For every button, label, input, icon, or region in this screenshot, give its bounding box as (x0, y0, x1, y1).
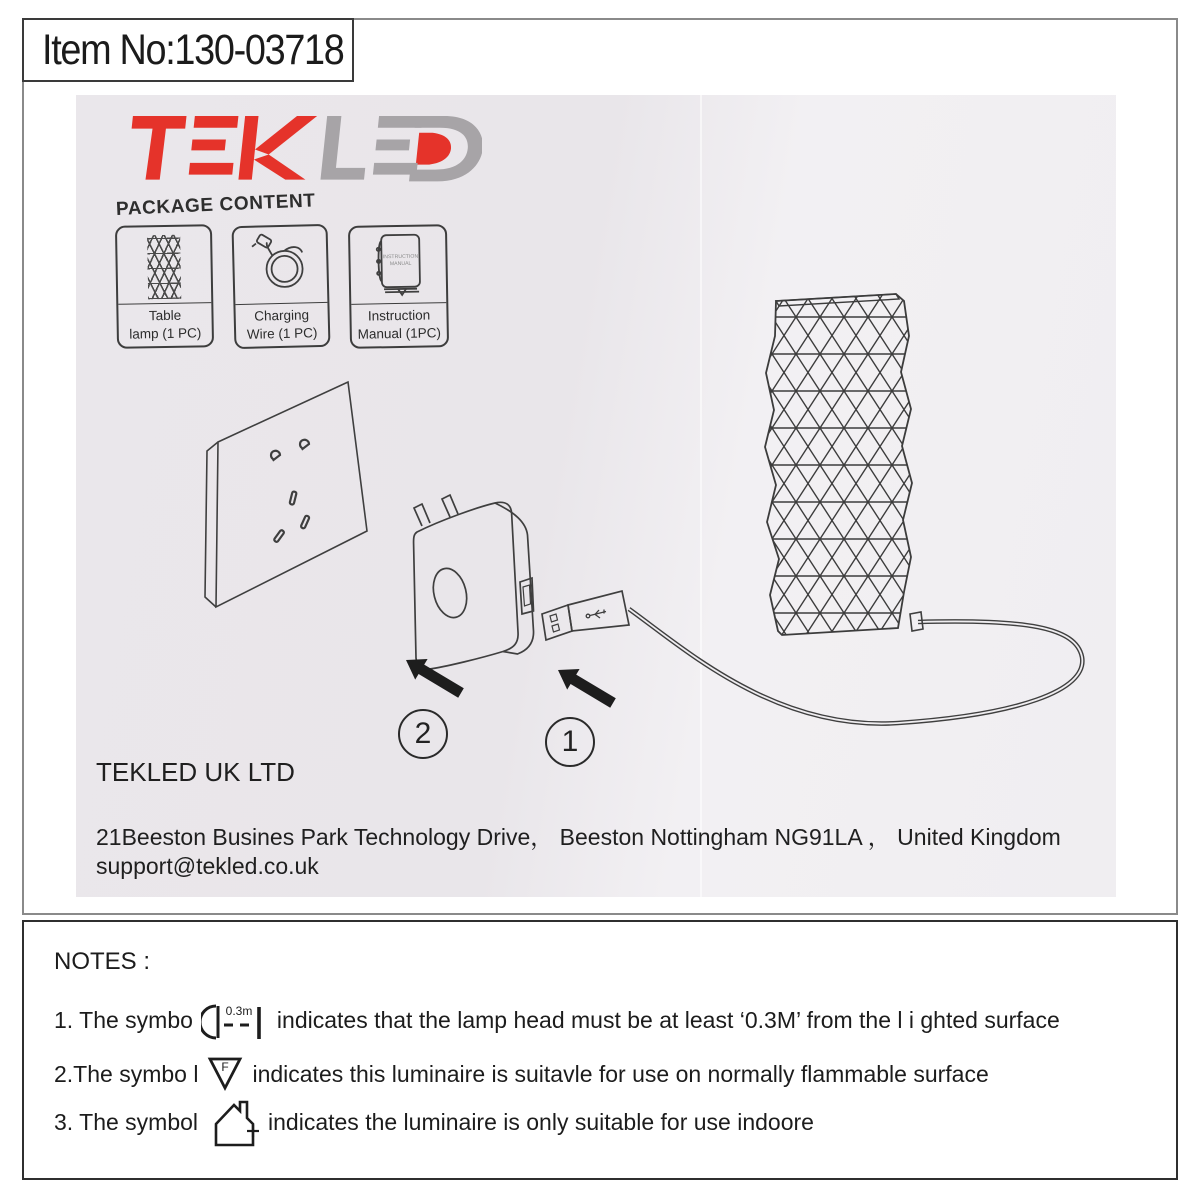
notes-heading: NOTES : (54, 948, 151, 975)
book-title-text: MANUAL (389, 260, 411, 268)
min-distance-icon (201, 997, 269, 1043)
label-line: Table (148, 308, 182, 324)
label-line: Charging (254, 307, 310, 325)
item-number-text: Item No:130-03718 (42, 25, 344, 74)
label-line: lamp (1 PC) (129, 325, 202, 342)
step-1-number: 1 (561, 725, 579, 758)
note-item-2 (54, 1050, 989, 1098)
company-name: TEKLED UK LTD (96, 757, 295, 787)
note-item-1 (54, 996, 1060, 1044)
label-line: Instruction (367, 307, 431, 324)
wall-socket-plate (205, 382, 367, 607)
step-1-badge (545, 717, 595, 767)
note-1-prefix: 1. The symbo (54, 1006, 193, 1033)
notes-panel (22, 920, 1178, 1180)
flammable-letter-text: F (221, 1060, 230, 1074)
label-line: Wire (1 PC) (246, 325, 318, 342)
flammable-surface-icon (206, 1056, 244, 1092)
indoor-use-icon (206, 1097, 260, 1147)
step-2-number: 2 (414, 717, 432, 750)
usb-charger (414, 495, 534, 669)
note-3-suffix: indicates the luminaire is only suitable for use indoore (268, 1108, 814, 1135)
step-2-badge (398, 709, 448, 759)
label-line: Manual (1PC) (357, 325, 442, 342)
package-content-heading: PACKAGE CONTENT (115, 190, 316, 220)
item-number-box (22, 18, 354, 82)
note-2-suffix: indicates this luminaire is suitavle for use on normally flammable surface (252, 1060, 989, 1087)
distance-value-text: 0.3m (225, 1004, 253, 1018)
note-1-suffix: indicates that the lamp head must be at least ‘0.3M’ from the l i ghted surface (276, 1006, 1060, 1033)
book-title-text: INSTRUCTION (382, 253, 418, 261)
arrow-step-1 (558, 669, 616, 708)
company-address: 21Beeston Busines Park Technology Drive， Beeston Nottingham NG91LA ， United Kingdom (96, 824, 1061, 850)
note-2-prefix: 2.The symbo l (54, 1060, 199, 1087)
table-lamp-drawing (765, 294, 912, 635)
usb-connector (542, 591, 629, 640)
note-3-prefix: 3. The symbol (54, 1108, 199, 1135)
company-email: support@tekled.co.uk (96, 853, 319, 879)
instruction-sheet-photo (76, 95, 1116, 897)
note-item-3 (54, 1098, 814, 1146)
